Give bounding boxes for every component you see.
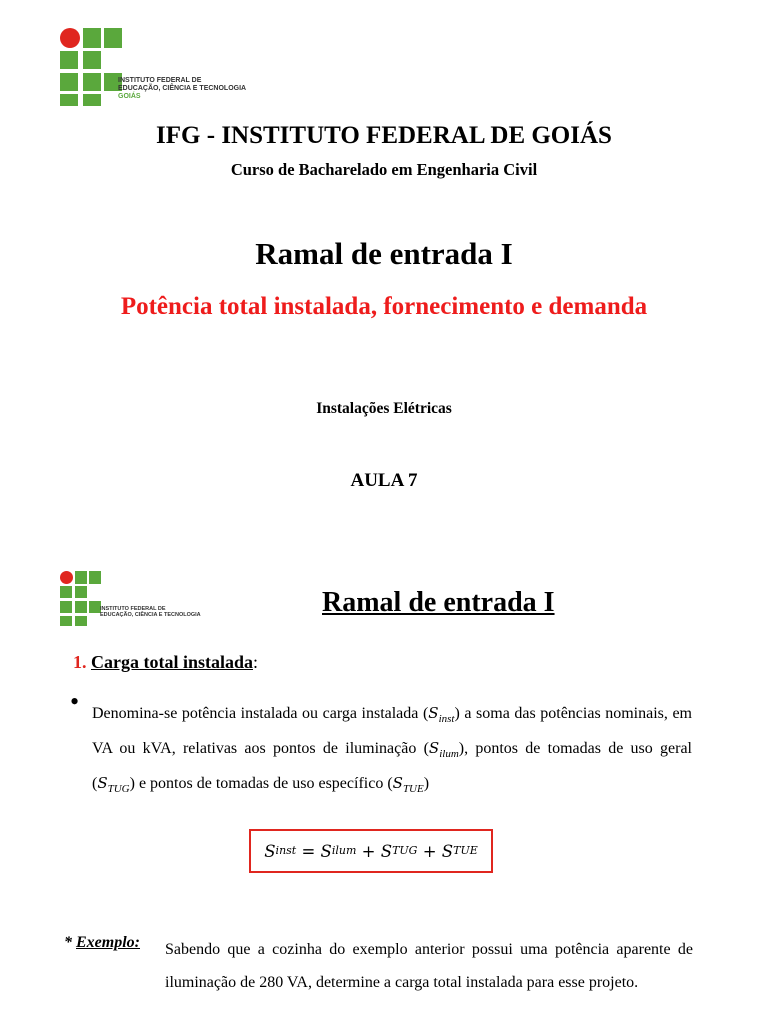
logo-square [89,571,101,584]
logo-square [75,601,87,613]
ifg-logo [60,571,210,631]
logo-square [60,586,72,598]
lesson-title: Ramal de entrada I [255,236,513,271]
section-number: 1. [73,652,87,672]
logo-square [75,571,87,584]
logo-square [83,94,101,106]
logo-text: INSTITUTO FEDERAL DE EDUCAÇÃO, CIÊNCIA E TECNOLOGIA GOIÁS [118,77,247,101]
formula-box: S inst = S ilum + S TUG + S TUE [249,829,493,873]
content-slide [0,555,768,1024]
logo-square [60,616,72,626]
lesson-subtitle: Potência total instalada, fornecimento e demanda [120,293,648,320]
logo-square [83,51,101,69]
example-label: * Exemplo: [64,934,140,951]
example-text: Sabendo que a cozinha do exemplo anterior possui uma potência aparente de iluminação de 280 VA, determine a carga total instalada para esse projeto. [165,941,693,991]
logo-red-dot [60,28,80,48]
institution-title: IFG - INSTITUTO FEDERAL DE GOIÁS [156,122,612,149]
logo-square [60,73,78,91]
discipline-name: Instalações Elétricas [316,400,452,417]
slide-title: Ramal de entrada I [322,587,555,618]
section-text: Carga total instalada [91,652,253,672]
logo-square [75,586,87,598]
logo-square [83,73,101,91]
logo-square [83,28,101,48]
ifg-logo [60,28,260,108]
logo-red-dot [60,571,73,584]
logo-square [104,28,122,48]
logo-square [60,51,78,69]
section-heading: 1. Carga total instalada: [73,652,259,672]
logo-text: INSTITUTO FEDERAL DE EDUCAÇÃO, CIÊNCIA E TECNOLOGIA [100,606,201,619]
bullet-icon: • [70,687,80,716]
definition-paragraph: Denomina-se potência instalada ou carga instalada $(S_{inst})$ a soma das potências nominais, em VA ou kVA, relativas aos pontos de iluminação $(S_{ilum})$, pontos de tomadas de uso geral $(S_{TUG})$ e pontos de tomadas de uso específico $(S_{TUE})$ [92,704,693,795]
logo-square [75,616,87,626]
logo-square [60,601,72,613]
course-name: Curso de Bacharelado em Engenharia Civil [230,160,538,179]
lesson-number: AULA 7 [350,470,418,491]
logo-square [60,94,78,106]
